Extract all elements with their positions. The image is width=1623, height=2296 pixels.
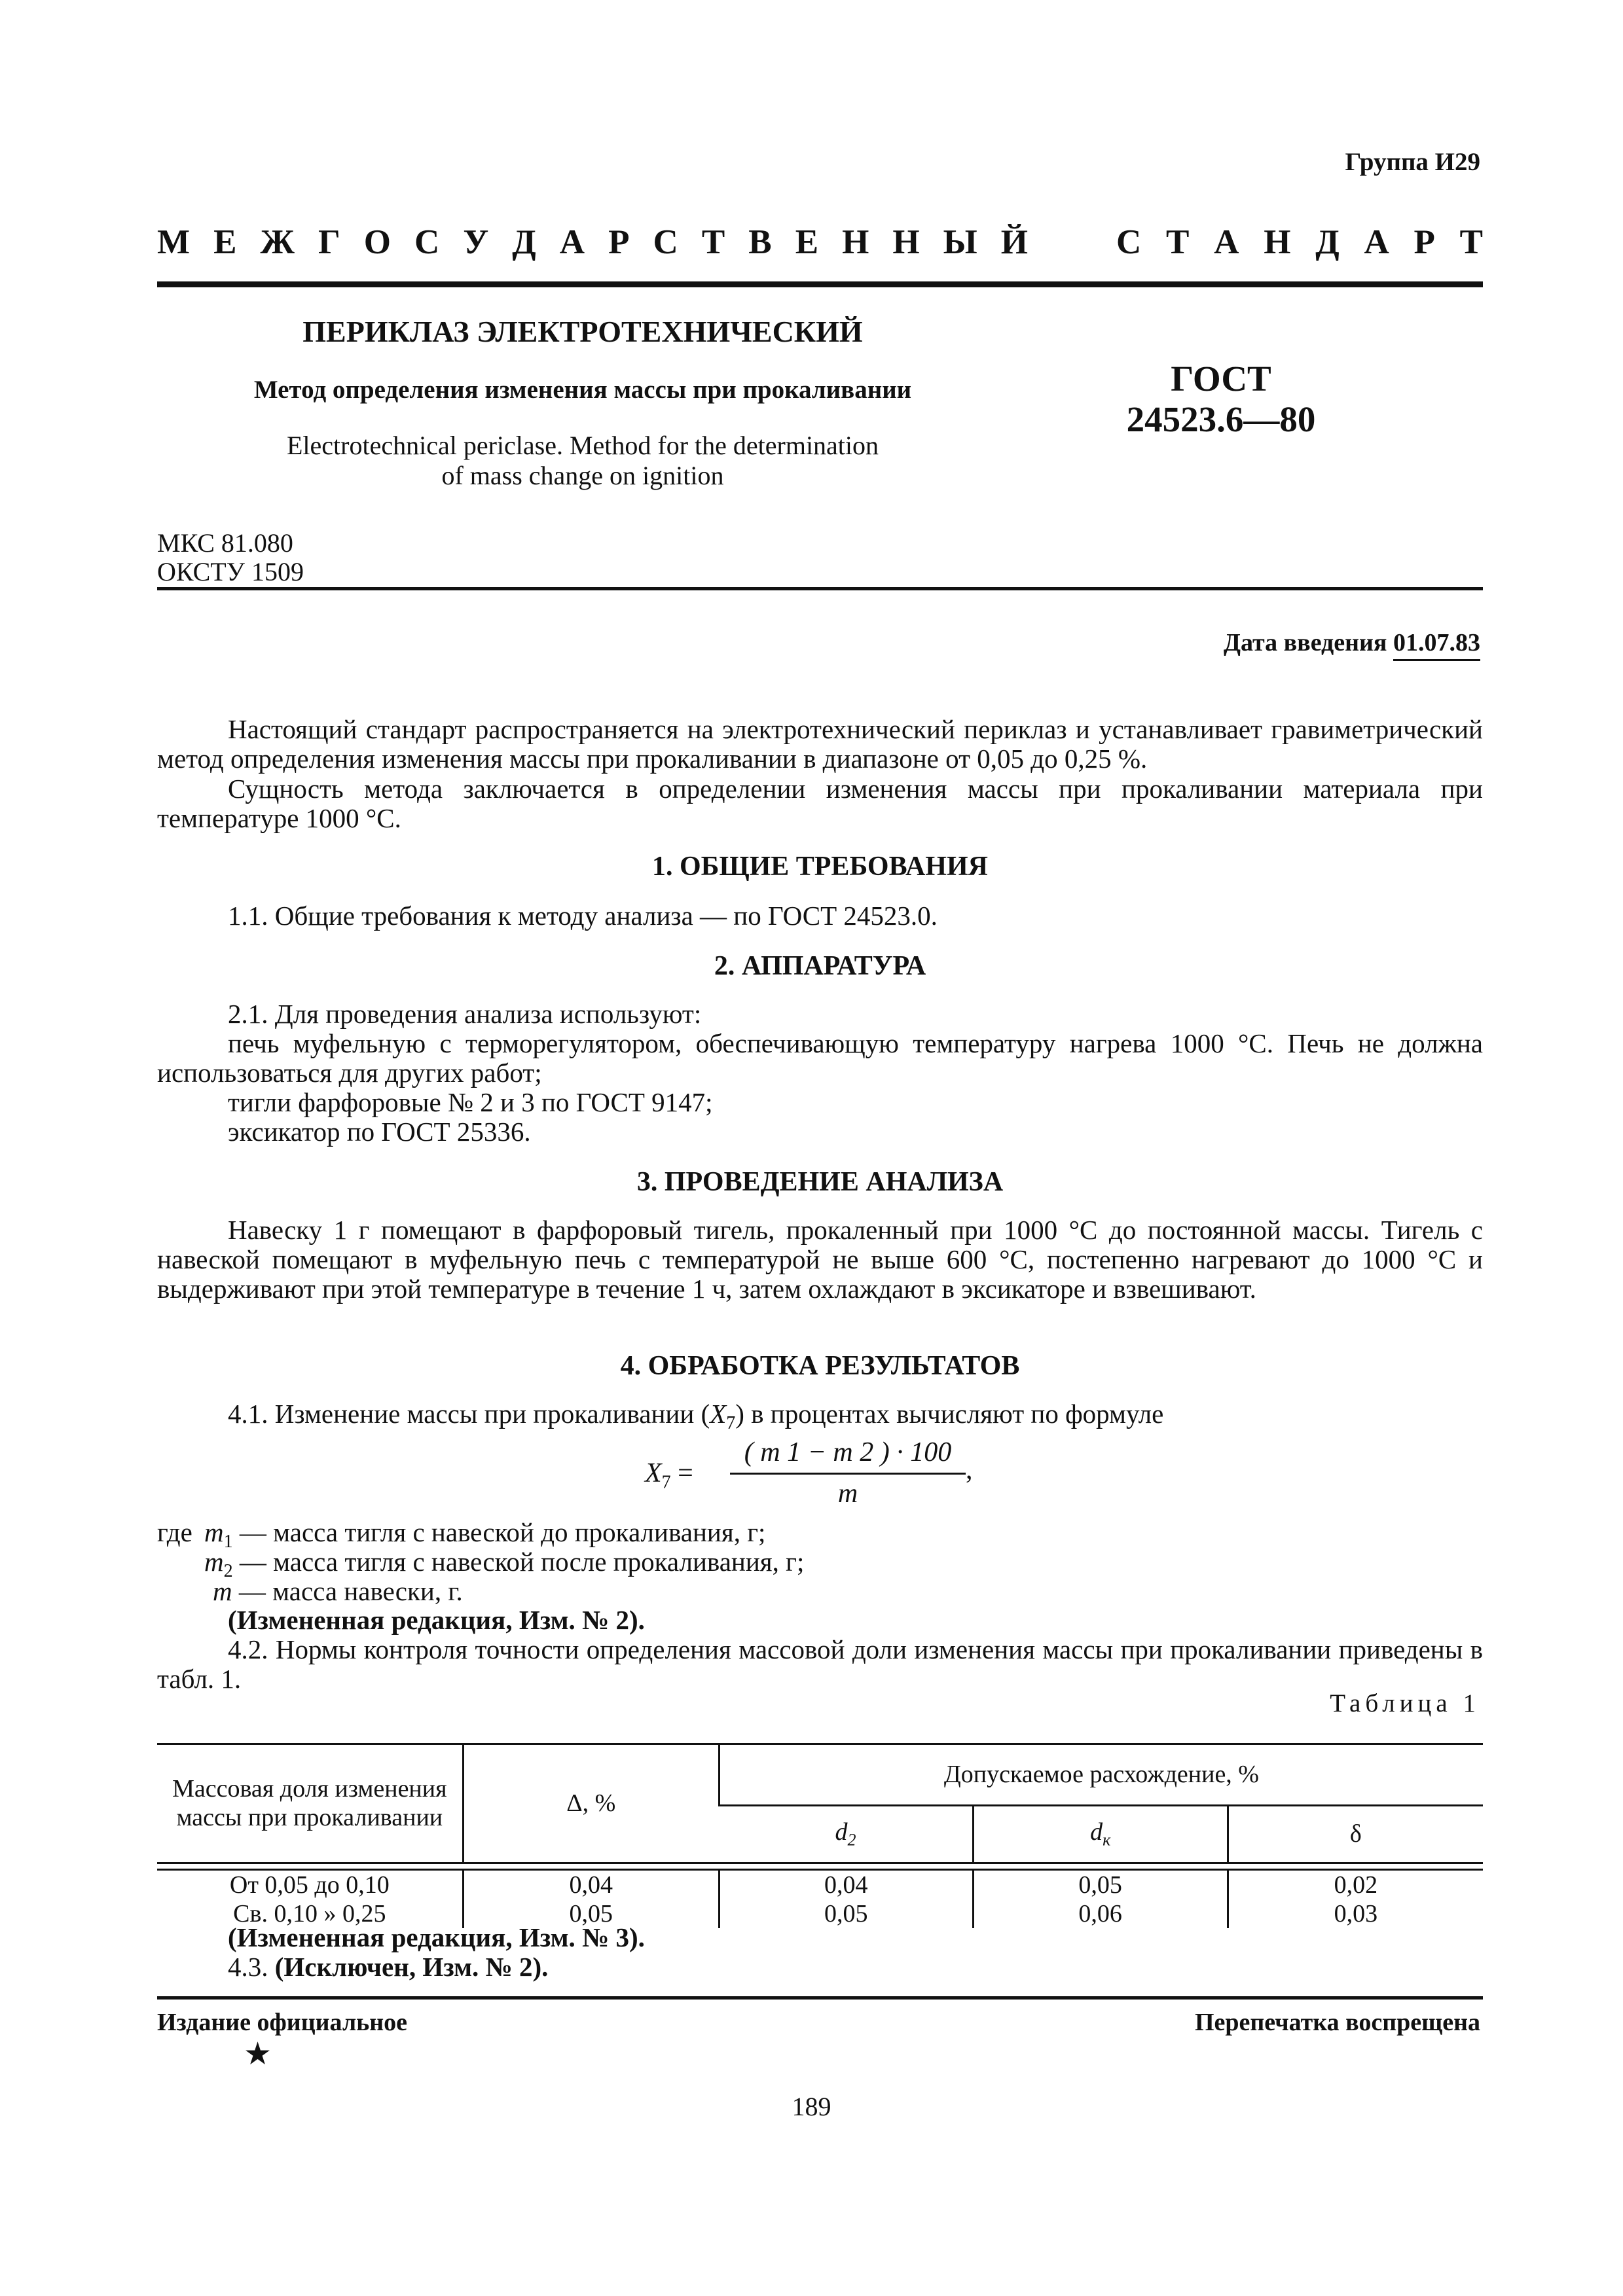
banner_right-letter: Т: [1459, 223, 1483, 261]
banner_right-letter: Н: [1264, 223, 1291, 261]
fraction-bar: [730, 1473, 966, 1475]
legend-where: где: [157, 1517, 192, 1547]
banner_left-letter: Е: [795, 223, 819, 261]
formula-numerator: ( m 1 − m 2 ) · 100: [744, 1437, 952, 1467]
banner_left-letter: Т: [701, 223, 725, 261]
formula-comma: ,: [966, 1455, 973, 1485]
p43-text: (Исключен, Изм. № 2).: [274, 1952, 549, 1982]
reprint-prohibited: Перепечатка воспрещена: [1194, 2009, 1480, 2036]
gost-label: ГОСТ: [1171, 359, 1271, 399]
cell-d2: 0,04: [719, 1869, 973, 1899]
table-header-double-rule: [157, 1863, 1483, 1869]
formula-lhs: $X_7$ =: [645, 1458, 693, 1493]
section-4-para-1: [157, 1399, 1483, 1438]
banner-right: [1116, 223, 1483, 262]
amendment-note-1: (Измененная редакция, Изм. № 2).: [228, 1605, 645, 1635]
legend-row-m1: $m_1$ — масса тигля с навеской до прокаливания, г;: [204, 1517, 766, 1552]
banner_right-letter: Д: [1315, 223, 1340, 261]
star-icon: ★: [244, 2037, 272, 2072]
p41-var: X: [710, 1399, 727, 1429]
banner-left: [157, 223, 1028, 262]
p41-post: ) в процентах вычисляют по формуле: [735, 1399, 1164, 1429]
intro-paragraph-2: Сущность метода заключается в определении изменения массы при прокаливании материала при температуре 1000 °С.: [157, 774, 1483, 833]
banner_left-letter: Е: [213, 223, 237, 261]
english-title-line2: of mass change on ignition: [441, 461, 724, 490]
page-number: 189: [792, 2092, 831, 2121]
col-header-delta: Δ, %: [463, 1744, 719, 1863]
col-header-delta-small: δ: [1228, 1805, 1483, 1863]
date-value: 01.07.83: [1393, 629, 1480, 661]
gost-number: 24523.6—80: [1126, 399, 1316, 439]
banner_left-letter: Н: [842, 223, 869, 261]
cell-range: От 0,05 до 0,10: [229, 1871, 390, 1899]
section-3-heading: 3. ПРОВЕДЕНИЕ АНАЛИЗА: [636, 1167, 1004, 1197]
banner_left-letter: Н: [892, 223, 920, 261]
standard-banner: [157, 223, 1483, 262]
english-title-line1: Electrotechnical periclase. Method for the determination: [286, 431, 879, 460]
legend-row-m2: $m_2$ — масса тигля с навеской после прокаливания, г;: [204, 1547, 805, 1582]
banner_left-letter: Й: [1000, 223, 1028, 261]
official-edition: Издание официальное: [157, 2009, 408, 2036]
section-2-para-4: эксикатор по ГОСТ 25336.: [228, 1117, 531, 1147]
legend-row-m: m — масса навески, г.: [213, 1576, 463, 1606]
amendment-note-2: (Измененная редакция, Изм. № 3).: [228, 1922, 645, 1952]
banner_right-letter: Р: [1413, 223, 1435, 261]
banner_right-letter: А: [1214, 223, 1239, 261]
section-3-para: Навеску 1 г помещают в фарфоровый тигель, прокаленный при 1000 °С до постоянной массы. Тигель с навеской помещают в муфельную печь с температурой не выше 600 °С, постепенно нагревают до 1000 °С и выдерживают при этой температуре в течение 1 ч, затем охлаждают в эксикаторе и взвешивают.: [157, 1215, 1483, 1304]
banner_left-letter: Д: [512, 223, 536, 261]
section-4-para-3: [157, 1952, 1483, 1982]
section-4-heading: 4. ОБРАБОТКА РЕЗУЛЬТАТОВ: [620, 1351, 1020, 1381]
mks-code: МКС 81.080: [157, 528, 293, 558]
banner_left-letter: Р: [608, 223, 630, 261]
banner_left-letter: А: [559, 223, 585, 261]
p41-pre: 4.1. Изменение массы при прокаливании (: [228, 1399, 710, 1429]
section-1-para: 1.1. Общие требования к методу анализа — по ГОСТ 24523.0.: [228, 901, 938, 931]
section-2-para-2: печь муфельную с терморегулятором, обеспечивающую температуру нагрева 1000 °С. Печь не должна использоваться для других работ;: [157, 1028, 1483, 1088]
banner_left-letter: В: [748, 223, 772, 261]
col-header-range: Массовая доля изменения массы при прокаливании: [172, 1774, 447, 1831]
cell-dk: 0,05: [973, 1869, 1228, 1899]
english-title: [157, 431, 1008, 491]
section-4-para-2: 4.2. Нормы контроля точности определения массовой доли изменения массы при прокаливании приведены в табл. 1.: [157, 1634, 1483, 1694]
intro-paragraph-1: Настоящий стандарт распространяется на электротехнический периклаз и устанавливает гравиметрический метод определения изменения массы при прокаливании в диапазоне от 0,05 до 0,25 %.: [157, 714, 1483, 774]
classification-codes: [157, 529, 304, 586]
date-label: Дата введения: [1223, 629, 1387, 656]
cell-d2: 0,05: [719, 1899, 973, 1928]
banner_left-letter: Г: [318, 223, 340, 261]
cell-dd: 0,03: [1228, 1899, 1483, 1928]
cell-delta: 0,05: [463, 1899, 719, 1928]
banner_left-letter: Ж: [260, 223, 295, 261]
cell-range: Св. 0,10 » 0,25: [233, 1899, 386, 1928]
document-subtitle: Метод определения изменения массы при прокаливании: [253, 376, 912, 404]
cell-delta: 0,04: [463, 1869, 719, 1899]
table-row: [157, 1869, 1483, 1899]
col-header-dk: $d_к$: [973, 1805, 1228, 1863]
okstu-code: ОКСТУ 1509: [157, 557, 304, 586]
banner_left-letter: С: [653, 223, 678, 261]
top-thick-rule: [157, 281, 1483, 287]
banner_right-letter: А: [1364, 223, 1389, 261]
footer-rule: [157, 1996, 1483, 2000]
banner_left-letter: Ы: [943, 223, 977, 261]
p41-sub: 7: [726, 1413, 736, 1434]
header-bottom-rule: [157, 587, 1483, 590]
section-2-para-3: тигли фарфоровые № 2 и 3 по ГОСТ 9147;: [228, 1087, 713, 1117]
p43-num: 4.3.: [228, 1952, 268, 1982]
section-1-heading: 1. ОБЩИЕ ТРЕБОВАНИЯ: [652, 852, 988, 882]
section-2-para-1: 2.1. Для проведения анализа используют:: [228, 999, 702, 1029]
formula-denominator: m: [837, 1479, 858, 1509]
cell-dd: 0,02: [1228, 1869, 1483, 1899]
title-block: [157, 314, 1008, 491]
banner_left-letter: О: [363, 223, 391, 261]
group-code: Группа И29: [1345, 148, 1480, 176]
norms-table: [157, 1744, 1483, 1928]
effective-date: [1224, 628, 1480, 657]
table-caption: Таблица 1: [1330, 1689, 1480, 1717]
banner_right-letter: С: [1116, 223, 1142, 261]
gost-designation: [1048, 359, 1395, 440]
banner_left-letter: С: [414, 223, 440, 261]
section-2-heading: 2. АППАРАТУРА: [714, 951, 926, 981]
document-title: ПЕРИКЛАЗ ЭЛЕКТРОТЕХНИЧЕСКИЙ: [302, 315, 863, 348]
banner_left-letter: У: [463, 223, 489, 261]
banner_left-letter: М: [157, 223, 191, 261]
cell-dk: 0,06: [973, 1899, 1228, 1928]
col-header-d2: $d_2$: [835, 1818, 856, 1850]
banner_right-letter: Т: [1166, 223, 1190, 261]
col-header-tolerance: Допускаемое расхождение, %: [719, 1744, 1483, 1805]
